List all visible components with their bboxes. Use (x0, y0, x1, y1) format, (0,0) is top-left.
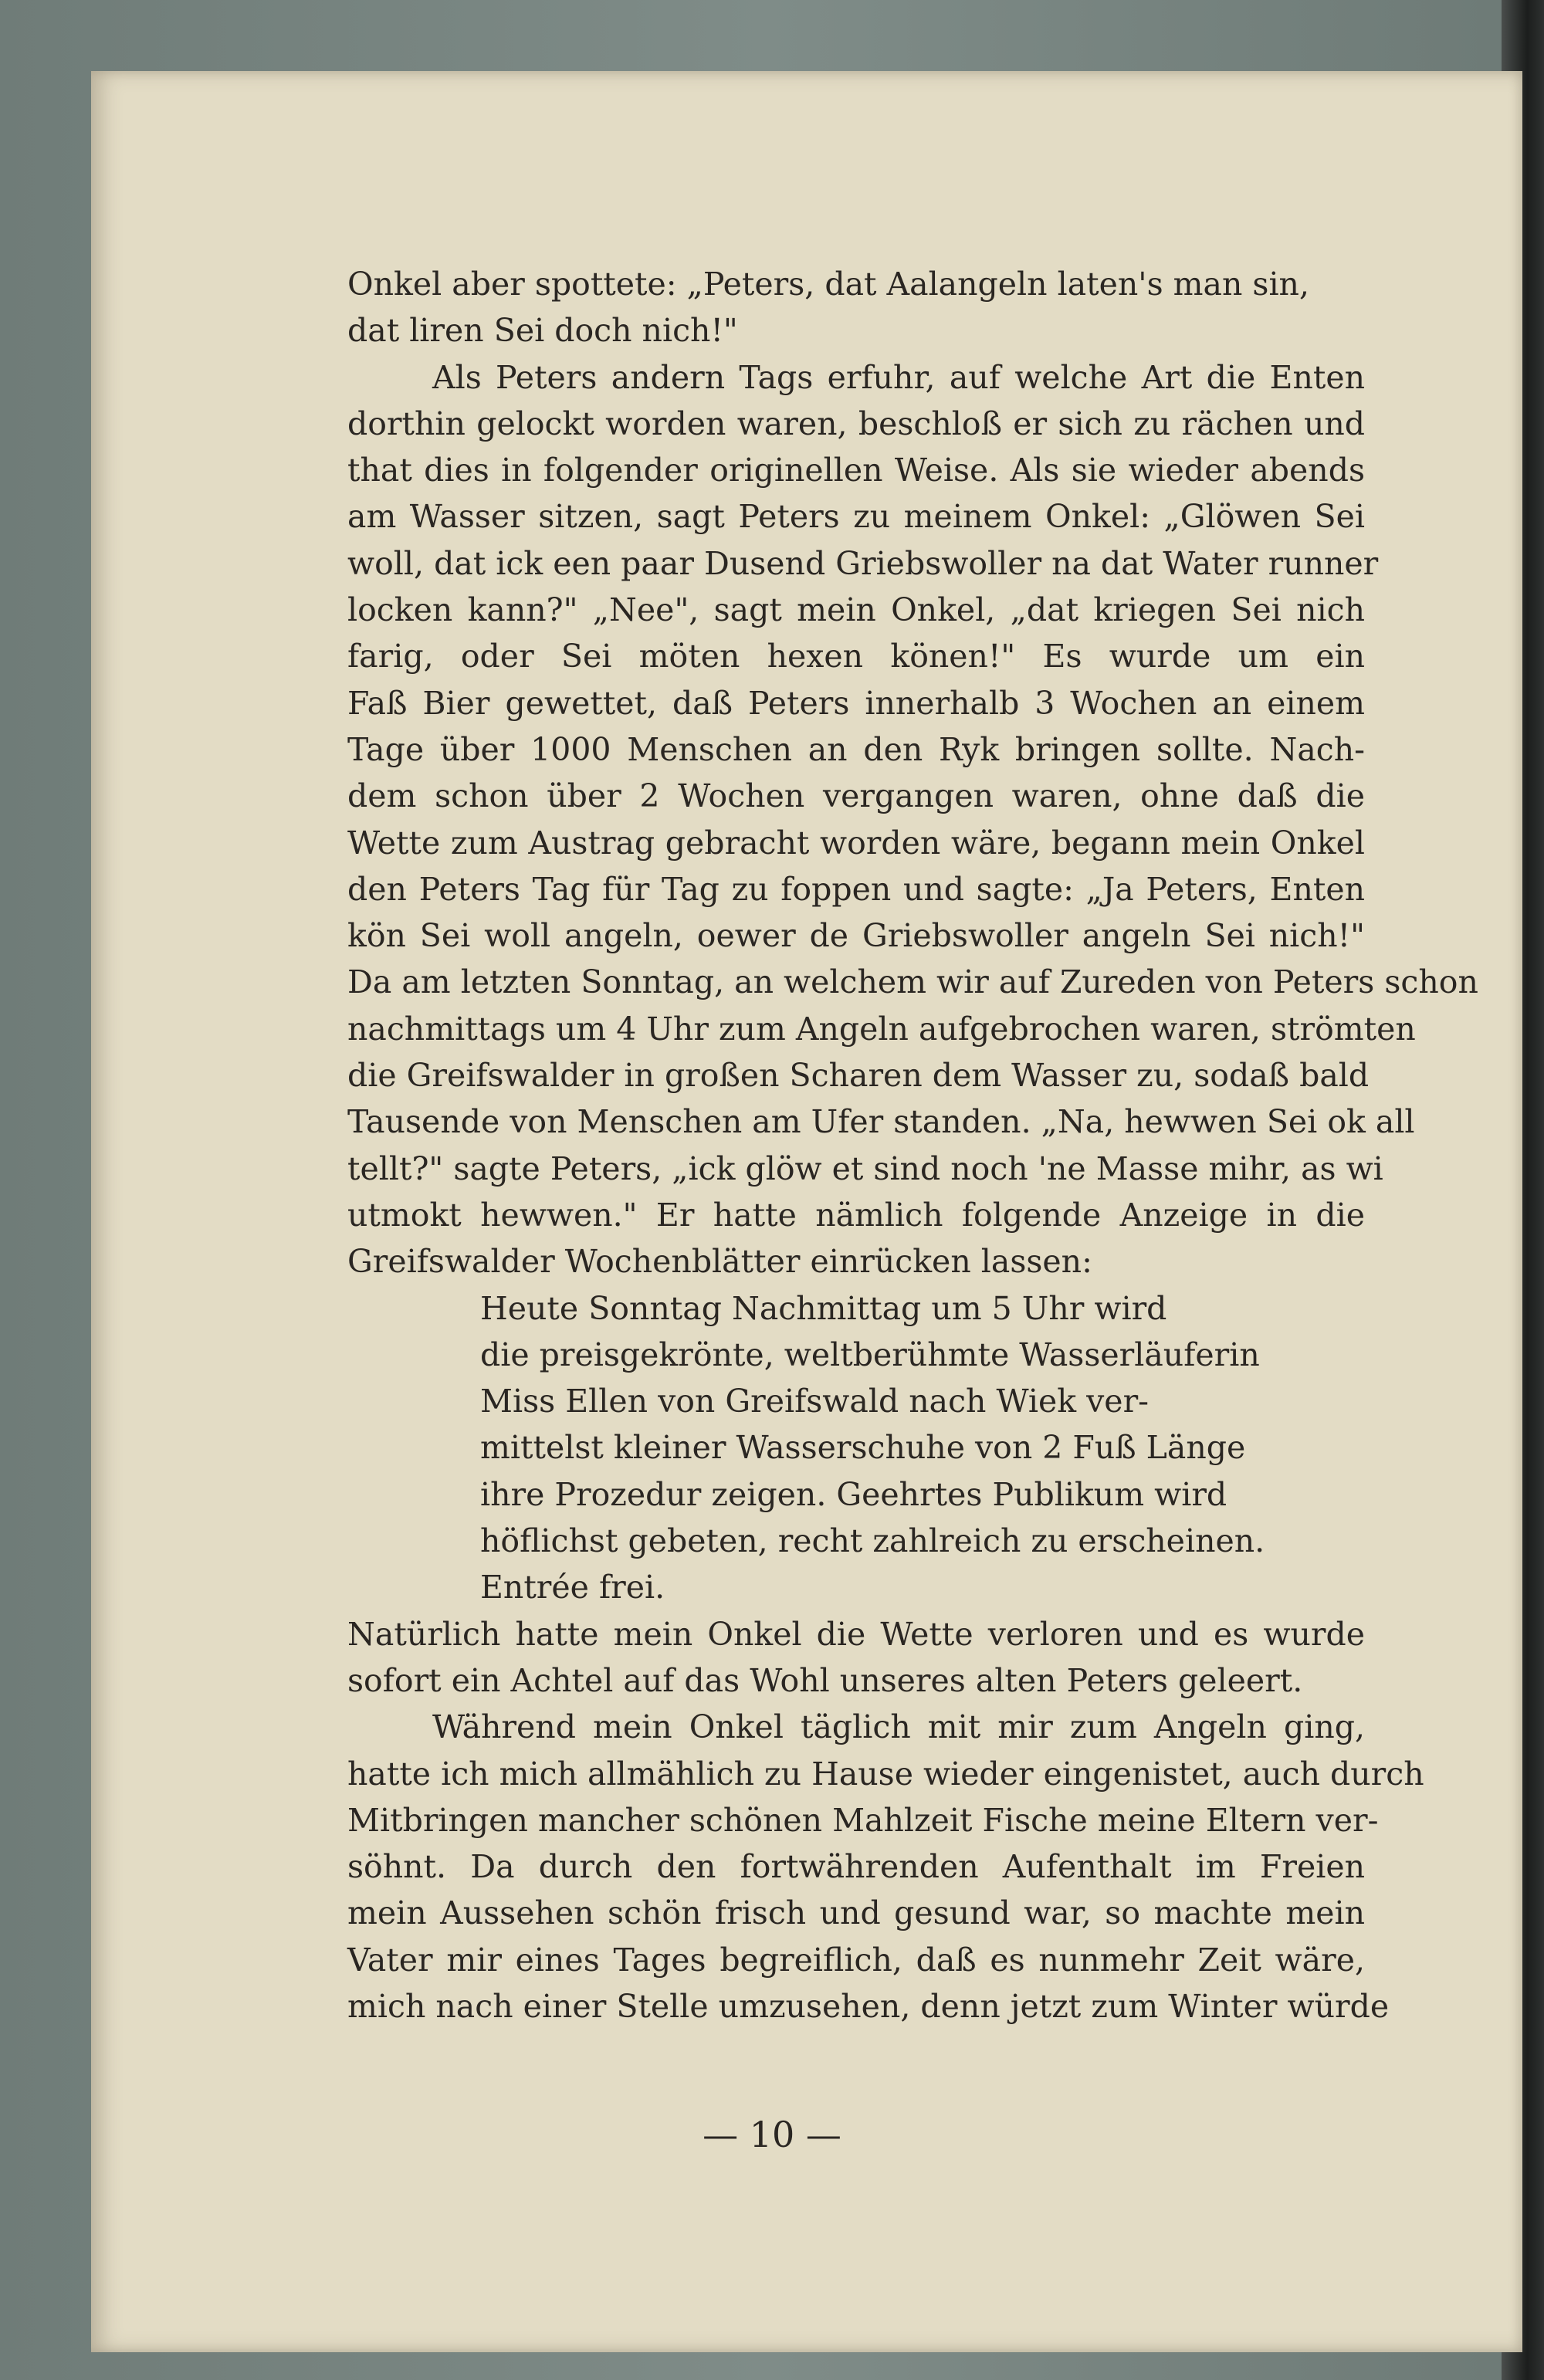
text-line: dorthin gelockt worden waren, beschloß er sich zu rächen und (347, 405, 1365, 442)
text-line: söhnt. Da durch den fortwährenden Aufenthalt im Freien (347, 1848, 1365, 1886)
text-line: Tausende von Menschen am Ufer standen. „Na, hewwen Sei ok all (347, 1103, 1415, 1141)
page-text (347, 261, 1478, 2030)
notice-line: mittelst kleiner Wasserschuhe von 2 Fuß Länge (480, 1429, 1246, 1467)
text-line: dem schon über 2 Wochen vergangen waren, ohne daß die (347, 777, 1365, 815)
notice-line: höflichst gebeten, recht zahlreich zu erscheinen. (480, 1522, 1265, 1560)
text-line: Mitbringen mancher schönen Mahlzeit Fische meine Eltern ver- (347, 1801, 1379, 1839)
text-line: Greifswalder Wochenblätter einrücken lassen: (347, 1243, 1092, 1281)
text-line: den Peters Tag für Tag zu foppen und sagte: „Ja Peters, Enten (347, 870, 1365, 908)
text-line: hatte ich mich allmählich zu Hause wieder eingenistet, auch durch (347, 1755, 1424, 1793)
text-line: mich nach einer Stelle umzusehen, denn jetzt zum Winter würde (347, 1987, 1390, 2025)
text-line: locken kann?" „Nee", sagt mein Onkel, „dat kriegen Sei nich (347, 591, 1365, 629)
text-line: kön Sei woll angeln, oewer de Griebswoller angeln Sei nich!" (347, 917, 1365, 955)
notice-line: Miss Ellen von Greifswald nach Wiek ver- (480, 1383, 1150, 1420)
text-line: Wette zum Austrag gebracht worden wäre, begann mein Onkel (347, 824, 1365, 862)
page-number: — 10 — (703, 2114, 841, 2155)
text-line: sofort ein Achtel auf das Wohl unseres alten Peters geleert. (347, 1661, 1303, 1699)
text-line: farig, oder Sei möten hexen könen!" Es wurde um ein (347, 638, 1365, 675)
text-line: mein Aussehen schön frisch und gesund war, so machte mein (347, 1894, 1365, 1932)
notice-line: Heute Sonntag Nachmittag um 5 Uhr wird (480, 1289, 1167, 1327)
notice-line: Entrée frei. (480, 1569, 665, 1606)
text-line: am Wasser sitzen, sagt Peters zu meinem Onkel: „Glöwen Sei (347, 498, 1365, 536)
text-line: Tage über 1000 Menschen an den Ryk bringen sollte. Nach- (347, 730, 1365, 768)
text-line: Da am letzten Sonntag, an welchem wir auf Zureden von Peters schon (347, 963, 1478, 1001)
text-line: tellt?" sagte Peters, „ick glöw et sind noch 'ne Masse mihr, as wi (347, 1149, 1383, 1187)
notice-line: die preisgekrönte, weltberühmte Wasserläuferin (480, 1336, 1260, 1373)
notice-line: ihre Prozedur zeigen. Geehrtes Publikum wird (480, 1475, 1227, 1513)
newspaper-notice (480, 1285, 1265, 1611)
text-line: Natürlich hatte mein Onkel die Wette verloren und es wurde (347, 1615, 1365, 1653)
text-line: Vater mir eines Tages begreiflich, daß es nunmehr Zeit wäre, (347, 1941, 1365, 1979)
text-line: Faß Bier gewettet, daß Peters innerhalb 3 Wochen an einem (347, 684, 1365, 722)
text-line: Onkel aber spottete: „Peters, dat Aalangeln laten's man sin, (347, 266, 1309, 303)
text-line: that dies in folgender originellen Weise. Als sie wieder abends (347, 452, 1365, 489)
text-line: woll, dat ick een paar Dusend Griebswoller na dat Water runner (347, 544, 1379, 582)
text-line: die Greifswalder in großen Scharen dem Wasser zu, sodaß bald (347, 1057, 1370, 1095)
text-line: utmokt hewwen." Er hatte nämlich folgende Anzeige in die (347, 1196, 1365, 1234)
text-line: Als Peters andern Tags erfuhr, auf welche Art die Enten (432, 358, 1365, 396)
text-line: nachmittags um 4 Uhr zum Angeln aufgebrochen waren, strömten (347, 1010, 1416, 1048)
text-line: dat liren Sei doch nich!" (347, 312, 738, 350)
text-line: Während mein Onkel täglich mit mir zum Angeln ging, (432, 1708, 1365, 1746)
